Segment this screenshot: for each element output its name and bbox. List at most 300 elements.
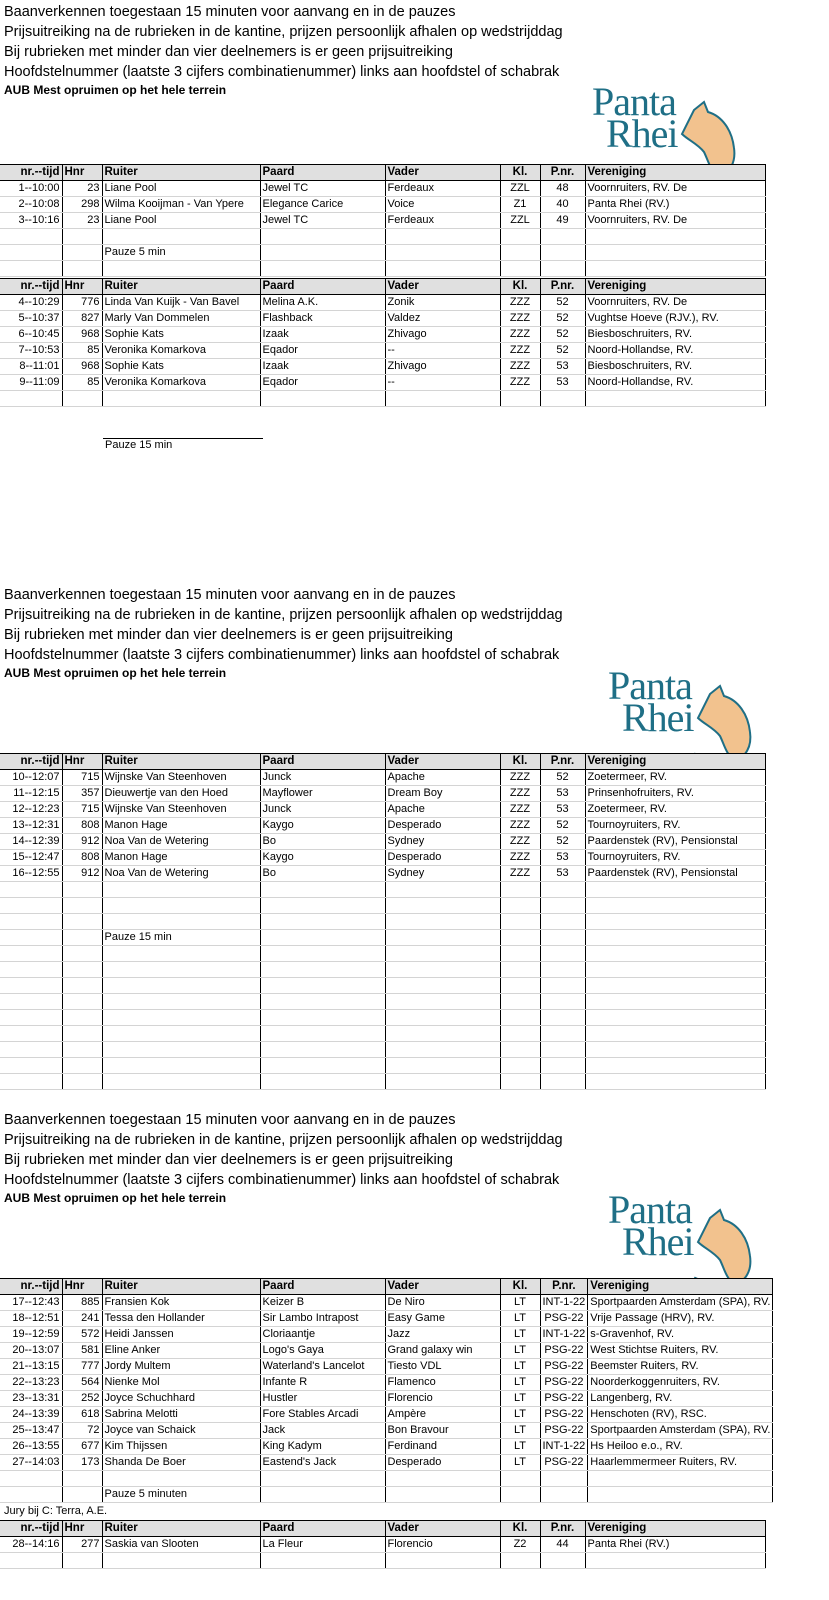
col-kl: Kl. <box>500 165 540 181</box>
cell-hnr: 968 <box>62 327 102 343</box>
cell-hnr: 808 <box>62 818 102 834</box>
table-row <box>0 1537 765 1553</box>
cell-paard: Mayflower <box>260 786 385 802</box>
table-row <box>0 327 765 343</box>
cell-paard: Jack <box>260 1423 385 1439</box>
cell-kl: LT <box>500 1359 540 1375</box>
cell-vader: Zhivago <box>385 359 500 375</box>
cell-hnr: 572 <box>62 1327 102 1343</box>
table-row <box>0 295 765 311</box>
col-vader: Vader <box>385 1279 500 1295</box>
cell-paard: Hustler <box>260 1391 385 1407</box>
cell-kl: ZZL <box>500 181 540 197</box>
cell-kl: ZZZ <box>500 295 540 311</box>
cell-kl: LT <box>500 1391 540 1407</box>
cell-ruiter: Sophie Kats <box>102 359 260 375</box>
note-line: Bij rubrieken met minder dan vier deelnemers is er geen prijsuitreiking <box>4 627 453 643</box>
empty-row <box>0 898 765 914</box>
col-kl: Kl. <box>500 1279 540 1295</box>
cell-kl: ZZZ <box>500 359 540 375</box>
empty-row <box>0 1026 765 1042</box>
pauze-label: Pauze 5 min <box>102 245 260 261</box>
cell-pnr: PSG-22 <box>540 1407 588 1423</box>
cell-nr: 1--10:00 <box>0 181 62 197</box>
table-header <box>0 754 765 770</box>
table-row <box>0 850 765 866</box>
col-nr: nr.--tijd <box>0 165 62 181</box>
pauze-label: Pauze 5 minuten <box>102 1487 260 1503</box>
cell-vader: Sydney <box>385 866 500 882</box>
table-header <box>0 279 765 295</box>
logo-word-rhei: Rhei <box>622 1219 694 1264</box>
table-row <box>0 770 765 786</box>
cell-ruiter: Noa Van de Wetering <box>102 866 260 882</box>
cell-kl: LT <box>500 1327 540 1343</box>
cell-paard: Logo's Gaya <box>260 1343 385 1359</box>
table-row <box>0 834 765 850</box>
cell-hnr: 564 <box>62 1375 102 1391</box>
empty-row <box>0 978 765 994</box>
cell-paard: Junck <box>260 770 385 786</box>
cell-pnr: PSG-22 <box>540 1359 588 1375</box>
col-ruiter: Ruiter <box>102 165 260 181</box>
cell-nr: 25--13:47 <box>0 1423 62 1439</box>
cell-vader: Valdez <box>385 311 500 327</box>
cell-pnr: PSG-22 <box>540 1311 588 1327</box>
cell-ruiter: Linda Van Kuijk - Van Bavel <box>102 295 260 311</box>
cell-vader: Desperado <box>385 1455 500 1471</box>
cell-paard: Kaygo <box>260 850 385 866</box>
cell-nr: 28--14:16 <box>0 1537 62 1553</box>
cell-vereniging: Voornruiters, RV. De <box>585 213 765 229</box>
cell-kl: ZZZ <box>500 311 540 327</box>
cell-vereniging: Henschoten (RV), RSC. <box>588 1407 773 1423</box>
cell-hnr: 715 <box>62 770 102 786</box>
cell-vader: -- <box>385 343 500 359</box>
col-vereniging: Vereniging <box>585 754 765 770</box>
cell-vereniging: Zoetermeer, RV. <box>585 802 765 818</box>
cell-vader: Ferdeaux <box>385 213 500 229</box>
cell-ruiter: Noa Van de Wetering <box>102 834 260 850</box>
table-body <box>0 1295 773 1471</box>
cell-kl: LT <box>500 1423 540 1439</box>
cell-pnr: PSG-22 <box>540 1391 588 1407</box>
col-ruiter: Ruiter <box>102 754 260 770</box>
empty-row <box>0 229 765 245</box>
cell-kl: ZZZ <box>500 802 540 818</box>
cell-vader: -- <box>385 375 500 391</box>
table-row <box>0 359 765 375</box>
cell-hnr: 912 <box>62 866 102 882</box>
cell-ruiter: Marly Van Dommelen <box>102 311 260 327</box>
cell-kl: ZZZ <box>500 834 540 850</box>
cell-nr: 22--13:23 <box>0 1375 62 1391</box>
schedule-table-3 <box>0 753 766 1090</box>
cell-ruiter: Joyce Schuchhard <box>102 1391 260 1407</box>
cell-paard: Jewel TC <box>260 181 385 197</box>
cell-pnr: PSG-22 <box>540 1343 588 1359</box>
logo-word-rhei: Rhei <box>622 695 694 740</box>
col-kl: Kl. <box>500 279 540 295</box>
col-hnr: Hnr <box>62 279 102 295</box>
cell-hnr: 777 <box>62 1359 102 1375</box>
cell-pnr: 52 <box>540 311 585 327</box>
note-line-bold: AUB Mest opruimen op het hele terrein <box>4 666 227 680</box>
cell-vereniging: Biesboschruiters, RV. <box>585 359 765 375</box>
cell-vader: Zhivago <box>385 327 500 343</box>
notes-section-3 <box>4 1110 563 1206</box>
col-vereniging: Vereniging <box>585 279 765 295</box>
cell-vader: Grand galaxy win <box>385 1343 500 1359</box>
empty-row <box>0 1058 765 1074</box>
cell-vader: De Niro <box>385 1295 500 1311</box>
table-row <box>0 1295 773 1311</box>
cell-nr: 11--12:15 <box>0 786 62 802</box>
table-row <box>0 1391 773 1407</box>
cell-vader: Ampère <box>385 1407 500 1423</box>
table-row <box>0 1343 773 1359</box>
table-header <box>0 1521 765 1537</box>
cell-hnr: 715 <box>62 802 102 818</box>
cell-vereniging: Biesboschruiters, RV. <box>585 327 765 343</box>
cell-kl: ZZZ <box>500 327 540 343</box>
table-row <box>0 802 765 818</box>
cell-vereniging: s-Gravenhof, RV. <box>588 1327 773 1343</box>
cell-ruiter: Nienke Mol <box>102 1375 260 1391</box>
cell-pnr: 52 <box>540 834 585 850</box>
cell-nr: 10--12:07 <box>0 770 62 786</box>
table-row <box>0 1311 773 1327</box>
cell-hnr: 677 <box>62 1439 102 1455</box>
cell-paard: Kaygo <box>260 818 385 834</box>
col-hnr: Hnr <box>62 1521 102 1537</box>
cell-vereniging: Haarlemmermeer Ruiters, RV. <box>588 1455 773 1471</box>
cell-vader: Ferdeaux <box>385 181 500 197</box>
col-nr: nr.--tijd <box>0 754 62 770</box>
cell-paard: Elegance Carice <box>260 197 385 213</box>
cell-nr: 24--13:39 <box>0 1407 62 1423</box>
note-line: Bij rubrieken met minder dan vier deelnemers is er geen prijsuitreiking <box>4 1152 453 1168</box>
cell-kl: LT <box>500 1407 540 1423</box>
cell-kl: ZZZ <box>500 770 540 786</box>
note-line: Baanverkennen toegestaan 15 minuten voor aanvang en in de pauzes <box>4 1112 456 1128</box>
cell-paard: Junck <box>260 802 385 818</box>
cell-vader: Voice <box>385 197 500 213</box>
col-pnr: P.nr. <box>540 1521 585 1537</box>
table-row <box>0 1407 773 1423</box>
table-body <box>0 770 765 882</box>
cell-kl: ZZZ <box>500 850 540 866</box>
cell-nr: 13--12:31 <box>0 818 62 834</box>
cell-ruiter: Shanda De Boer <box>102 1455 260 1471</box>
cell-hnr: 968 <box>62 359 102 375</box>
empty-row <box>0 261 765 277</box>
empty-row <box>0 1010 765 1026</box>
cell-ruiter: Veronika Komarkova <box>102 343 260 359</box>
cell-vader: Easy Game <box>385 1311 500 1327</box>
cell-vader: Ferdinand <box>385 1439 500 1455</box>
table-header <box>0 1279 773 1295</box>
note-line: Bij rubrieken met minder dan vier deelnemers is er geen prijsuitreiking <box>4 44 453 60</box>
cell-vereniging: Vrije Passage (HRV), RV. <box>588 1311 773 1327</box>
cell-ruiter: Heidi Janssen <box>102 1327 260 1343</box>
cell-ruiter: Saskia van Slooten <box>102 1537 260 1553</box>
col-pnr: P.nr. <box>540 279 585 295</box>
table-body <box>0 1537 765 1553</box>
cell-paard: Eqador <box>260 375 385 391</box>
cell-paard: Keizer B <box>260 1295 385 1311</box>
cell-paard: Jewel TC <box>260 213 385 229</box>
pauze-row <box>0 1487 773 1503</box>
schedule-table-4 <box>0 1278 773 1503</box>
cell-pnr: 44 <box>540 1537 585 1553</box>
cell-pnr: 48 <box>540 181 585 197</box>
cell-nr: 19--12:59 <box>0 1327 62 1343</box>
cell-pnr: 53 <box>540 786 585 802</box>
cell-vader: Apache <box>385 802 500 818</box>
table-row <box>0 1423 773 1439</box>
cell-kl: ZZZ <box>500 818 540 834</box>
cell-paard: Flashback <box>260 311 385 327</box>
col-paard: Paard <box>260 279 385 295</box>
cell-hnr: 241 <box>62 1311 102 1327</box>
pauze-row <box>0 930 765 946</box>
col-pnr: P.nr. <box>540 165 585 181</box>
cell-vereniging: Tournoyruiters, RV. <box>585 850 765 866</box>
cell-vereniging: Prinsenhofruiters, RV. <box>585 786 765 802</box>
col-vader: Vader <box>385 754 500 770</box>
cell-kl: LT <box>500 1375 540 1391</box>
cell-pnr: 52 <box>540 327 585 343</box>
cell-pnr: PSG-22 <box>540 1375 588 1391</box>
table-row <box>0 1439 773 1455</box>
note-line: Baanverkennen toegestaan 15 minuten voor aanvang en in de pauzes <box>4 587 456 603</box>
cell-paard: Eqador <box>260 343 385 359</box>
cell-pnr: INT-1-22 <box>540 1295 588 1311</box>
cell-nr: 26--13:55 <box>0 1439 62 1455</box>
col-hnr: Hnr <box>62 165 102 181</box>
cell-ruiter: Wijnske Van Steenhoven <box>102 770 260 786</box>
cell-hnr: 72 <box>62 1423 102 1439</box>
cell-ruiter: Liane Pool <box>102 213 260 229</box>
cell-hnr: 827 <box>62 311 102 327</box>
col-hnr: Hnr <box>62 754 102 770</box>
cell-vereniging: Sportpaarden Amsterdam (SPA), RV. <box>588 1295 773 1311</box>
notes-section-1 <box>4 2 563 98</box>
cell-kl: ZZL <box>500 213 540 229</box>
cell-ruiter: Liane Pool <box>102 181 260 197</box>
cell-nr: 23--13:31 <box>0 1391 62 1407</box>
cell-vereniging: Noorderkoggenruiters, RV. <box>588 1375 773 1391</box>
empty-row <box>0 1471 773 1487</box>
cell-paard: Izaak <box>260 359 385 375</box>
cell-hnr: 23 <box>62 181 102 197</box>
cell-ruiter: Manon Hage <box>102 850 260 866</box>
cell-nr: 18--12:51 <box>0 1311 62 1327</box>
cell-nr: 9--11:09 <box>0 375 62 391</box>
cell-ruiter: Manon Hage <box>102 818 260 834</box>
table-row <box>0 181 765 197</box>
cell-pnr: PSG-22 <box>540 1455 588 1471</box>
cell-vader: Dream Boy <box>385 786 500 802</box>
col-paard: Paard <box>260 1521 385 1537</box>
table-body <box>0 295 765 391</box>
cell-nr: 12--12:23 <box>0 802 62 818</box>
cell-vereniging: Vughtse Hoeve (RJV.), RV. <box>585 311 765 327</box>
col-nr: nr.--tijd <box>0 1521 62 1537</box>
schedule-table-1 <box>0 164 766 277</box>
cell-kl: ZZZ <box>500 786 540 802</box>
cell-vereniging: Sportpaarden Amsterdam (SPA), RV. <box>588 1423 773 1439</box>
cell-vader: Sydney <box>385 834 500 850</box>
col-nr: nr.--tijd <box>0 279 62 295</box>
cell-pnr: 53 <box>540 802 585 818</box>
cell-hnr: 173 <box>62 1455 102 1471</box>
cell-hnr: 912 <box>62 834 102 850</box>
empty-row <box>0 994 765 1010</box>
col-ruiter: Ruiter <box>102 279 260 295</box>
note-line: Hoofdstelnummer (laatste 3 cijfers combinatienummer) links aan hoofdstel of schabrak <box>4 647 560 663</box>
cell-nr: 15--12:47 <box>0 850 62 866</box>
col-vereniging: Vereniging <box>585 165 765 181</box>
cell-vader: Tiesto VDL <box>385 1359 500 1375</box>
cell-kl: Z2 <box>500 1537 540 1553</box>
col-nr: nr.--tijd <box>0 1279 62 1295</box>
cell-ruiter: Kim Thijssen <box>102 1439 260 1455</box>
table-header <box>0 165 765 181</box>
cell-hnr: 776 <box>62 295 102 311</box>
cell-nr: 2--10:08 <box>0 197 62 213</box>
cell-kl: ZZZ <box>500 343 540 359</box>
cell-kl: ZZZ <box>500 866 540 882</box>
table-row <box>0 311 765 327</box>
cell-paard: Bo <box>260 834 385 850</box>
cell-vader: Jazz <box>385 1327 500 1343</box>
cell-pnr: INT-1-22 <box>540 1439 588 1455</box>
empty-row <box>0 1074 765 1090</box>
cell-ruiter: Jordy Multem <box>102 1359 260 1375</box>
note-line-bold: AUB Mest opruimen op het hele terrein <box>4 1191 227 1205</box>
col-vereniging: Vereniging <box>588 1279 773 1295</box>
cell-paard: Cloriaantje <box>260 1327 385 1343</box>
notes-section-2 <box>4 585 563 681</box>
col-kl: Kl. <box>500 754 540 770</box>
cell-pnr: INT-1-22 <box>540 1327 588 1343</box>
cell-paard: Infante R <box>260 1375 385 1391</box>
cell-hnr: 23 <box>62 213 102 229</box>
cell-pnr: 49 <box>540 213 585 229</box>
cell-ruiter: Eline Anker <box>102 1343 260 1359</box>
empty-row <box>0 962 765 978</box>
cell-paard: Eastend's Jack <box>260 1455 385 1471</box>
pauze-row <box>0 245 765 261</box>
logo-word-panta: Panta <box>608 663 692 708</box>
table-row <box>0 343 765 359</box>
empty-row <box>0 946 765 962</box>
cell-nr: 17--12:43 <box>0 1295 62 1311</box>
cell-paard: La Fleur <box>260 1537 385 1553</box>
table-row <box>0 1375 773 1391</box>
note-line: Prijsuitreiking na de rubrieken in de kantine, prijzen persoonlijk afhalen op wedstrijddag <box>4 24 563 40</box>
logo-word-panta: Panta <box>592 79 676 124</box>
horse-head-icon <box>690 684 762 764</box>
cell-vereniging: Noord-Hollandse, RV. <box>585 375 765 391</box>
logo-word-panta: Panta <box>608 1187 692 1232</box>
cell-nr: 21--13:15 <box>0 1359 62 1375</box>
cell-nr: 16--12:55 <box>0 866 62 882</box>
cell-ruiter: Joyce van Schaick <box>102 1423 260 1439</box>
col-paard: Paard <box>260 1279 385 1295</box>
cell-hnr: 885 <box>62 1295 102 1311</box>
note-line: Hoofdstelnummer (laatste 3 cijfers combinatienummer) links aan hoofdstel of schabrak <box>4 1172 560 1188</box>
col-vereniging: Vereniging <box>585 1521 765 1537</box>
cell-pnr: 53 <box>540 375 585 391</box>
cell-hnr: 618 <box>62 1407 102 1423</box>
cell-vader: Desperado <box>385 818 500 834</box>
table-row <box>0 818 765 834</box>
note-line: Baanverkennen toegestaan 15 minuten voor aanvang en in de pauzes <box>4 4 456 20</box>
cell-ruiter: Tessa den Hollander <box>102 1311 260 1327</box>
cell-kl: Z1 <box>500 197 540 213</box>
cell-ruiter: Wilma Kooijman - Van Ypere <box>102 197 260 213</box>
table-row <box>0 197 765 213</box>
table-row <box>0 213 765 229</box>
note-line: Prijsuitreiking na de rubrieken in de kantine, prijzen persoonlijk afhalen op wedstrijddag <box>4 1132 563 1148</box>
col-ruiter: Ruiter <box>102 1279 260 1295</box>
cell-vader: Florencio <box>385 1537 500 1553</box>
empty-row <box>0 391 765 407</box>
cell-nr: 8--11:01 <box>0 359 62 375</box>
cell-vader: Desperado <box>385 850 500 866</box>
cell-vereniging: Tournoyruiters, RV. <box>585 818 765 834</box>
col-pnr: P.nr. <box>540 1279 588 1295</box>
cell-kl: LT <box>500 1295 540 1311</box>
cell-vereniging: Paardenstek (RV), Pensionstal <box>585 866 765 882</box>
pauze-label: Pauze 15 min <box>103 438 263 451</box>
cell-kl: LT <box>500 1311 540 1327</box>
empty-row <box>0 882 765 898</box>
cell-pnr: 52 <box>540 770 585 786</box>
cell-ruiter: Dieuwertje van den Hoed <box>102 786 260 802</box>
cell-vereniging: Paardenstek (RV), Pensionstal <box>585 834 765 850</box>
note-line-bold: AUB Mest opruimen op het hele terrein <box>4 83 227 97</box>
cell-vader: Zonik <box>385 295 500 311</box>
cell-nr: 7--10:53 <box>0 343 62 359</box>
panta-rhei-logo <box>604 1188 764 1288</box>
cell-hnr: 277 <box>62 1537 102 1553</box>
cell-vader: Flamenco <box>385 1375 500 1391</box>
cell-vereniging: Voornruiters, RV. De <box>585 181 765 197</box>
pauze-label: Pauze 15 min <box>102 930 260 946</box>
cell-paard: Waterland's Lancelot <box>260 1359 385 1375</box>
cell-hnr: 252 <box>62 1391 102 1407</box>
cell-kl: LT <box>500 1455 540 1471</box>
logo-word-rhei: Rhei <box>606 111 678 156</box>
cell-vereniging: Hs Heiloo e.o., RV. <box>588 1439 773 1455</box>
cell-ruiter: Veronika Komarkova <box>102 375 260 391</box>
cell-pnr: PSG-22 <box>540 1423 588 1439</box>
cell-hnr: 808 <box>62 850 102 866</box>
cell-vader: Apache <box>385 770 500 786</box>
cell-pnr: 53 <box>540 850 585 866</box>
cell-vereniging: Noord-Hollandse, RV. <box>585 343 765 359</box>
cell-kl: LT <box>500 1343 540 1359</box>
cell-nr: 4--10:29 <box>0 295 62 311</box>
cell-nr: 6--10:45 <box>0 327 62 343</box>
col-kl: Kl. <box>500 1521 540 1537</box>
col-pnr: P.nr. <box>540 754 585 770</box>
cell-vader: Bon Bravour <box>385 1423 500 1439</box>
